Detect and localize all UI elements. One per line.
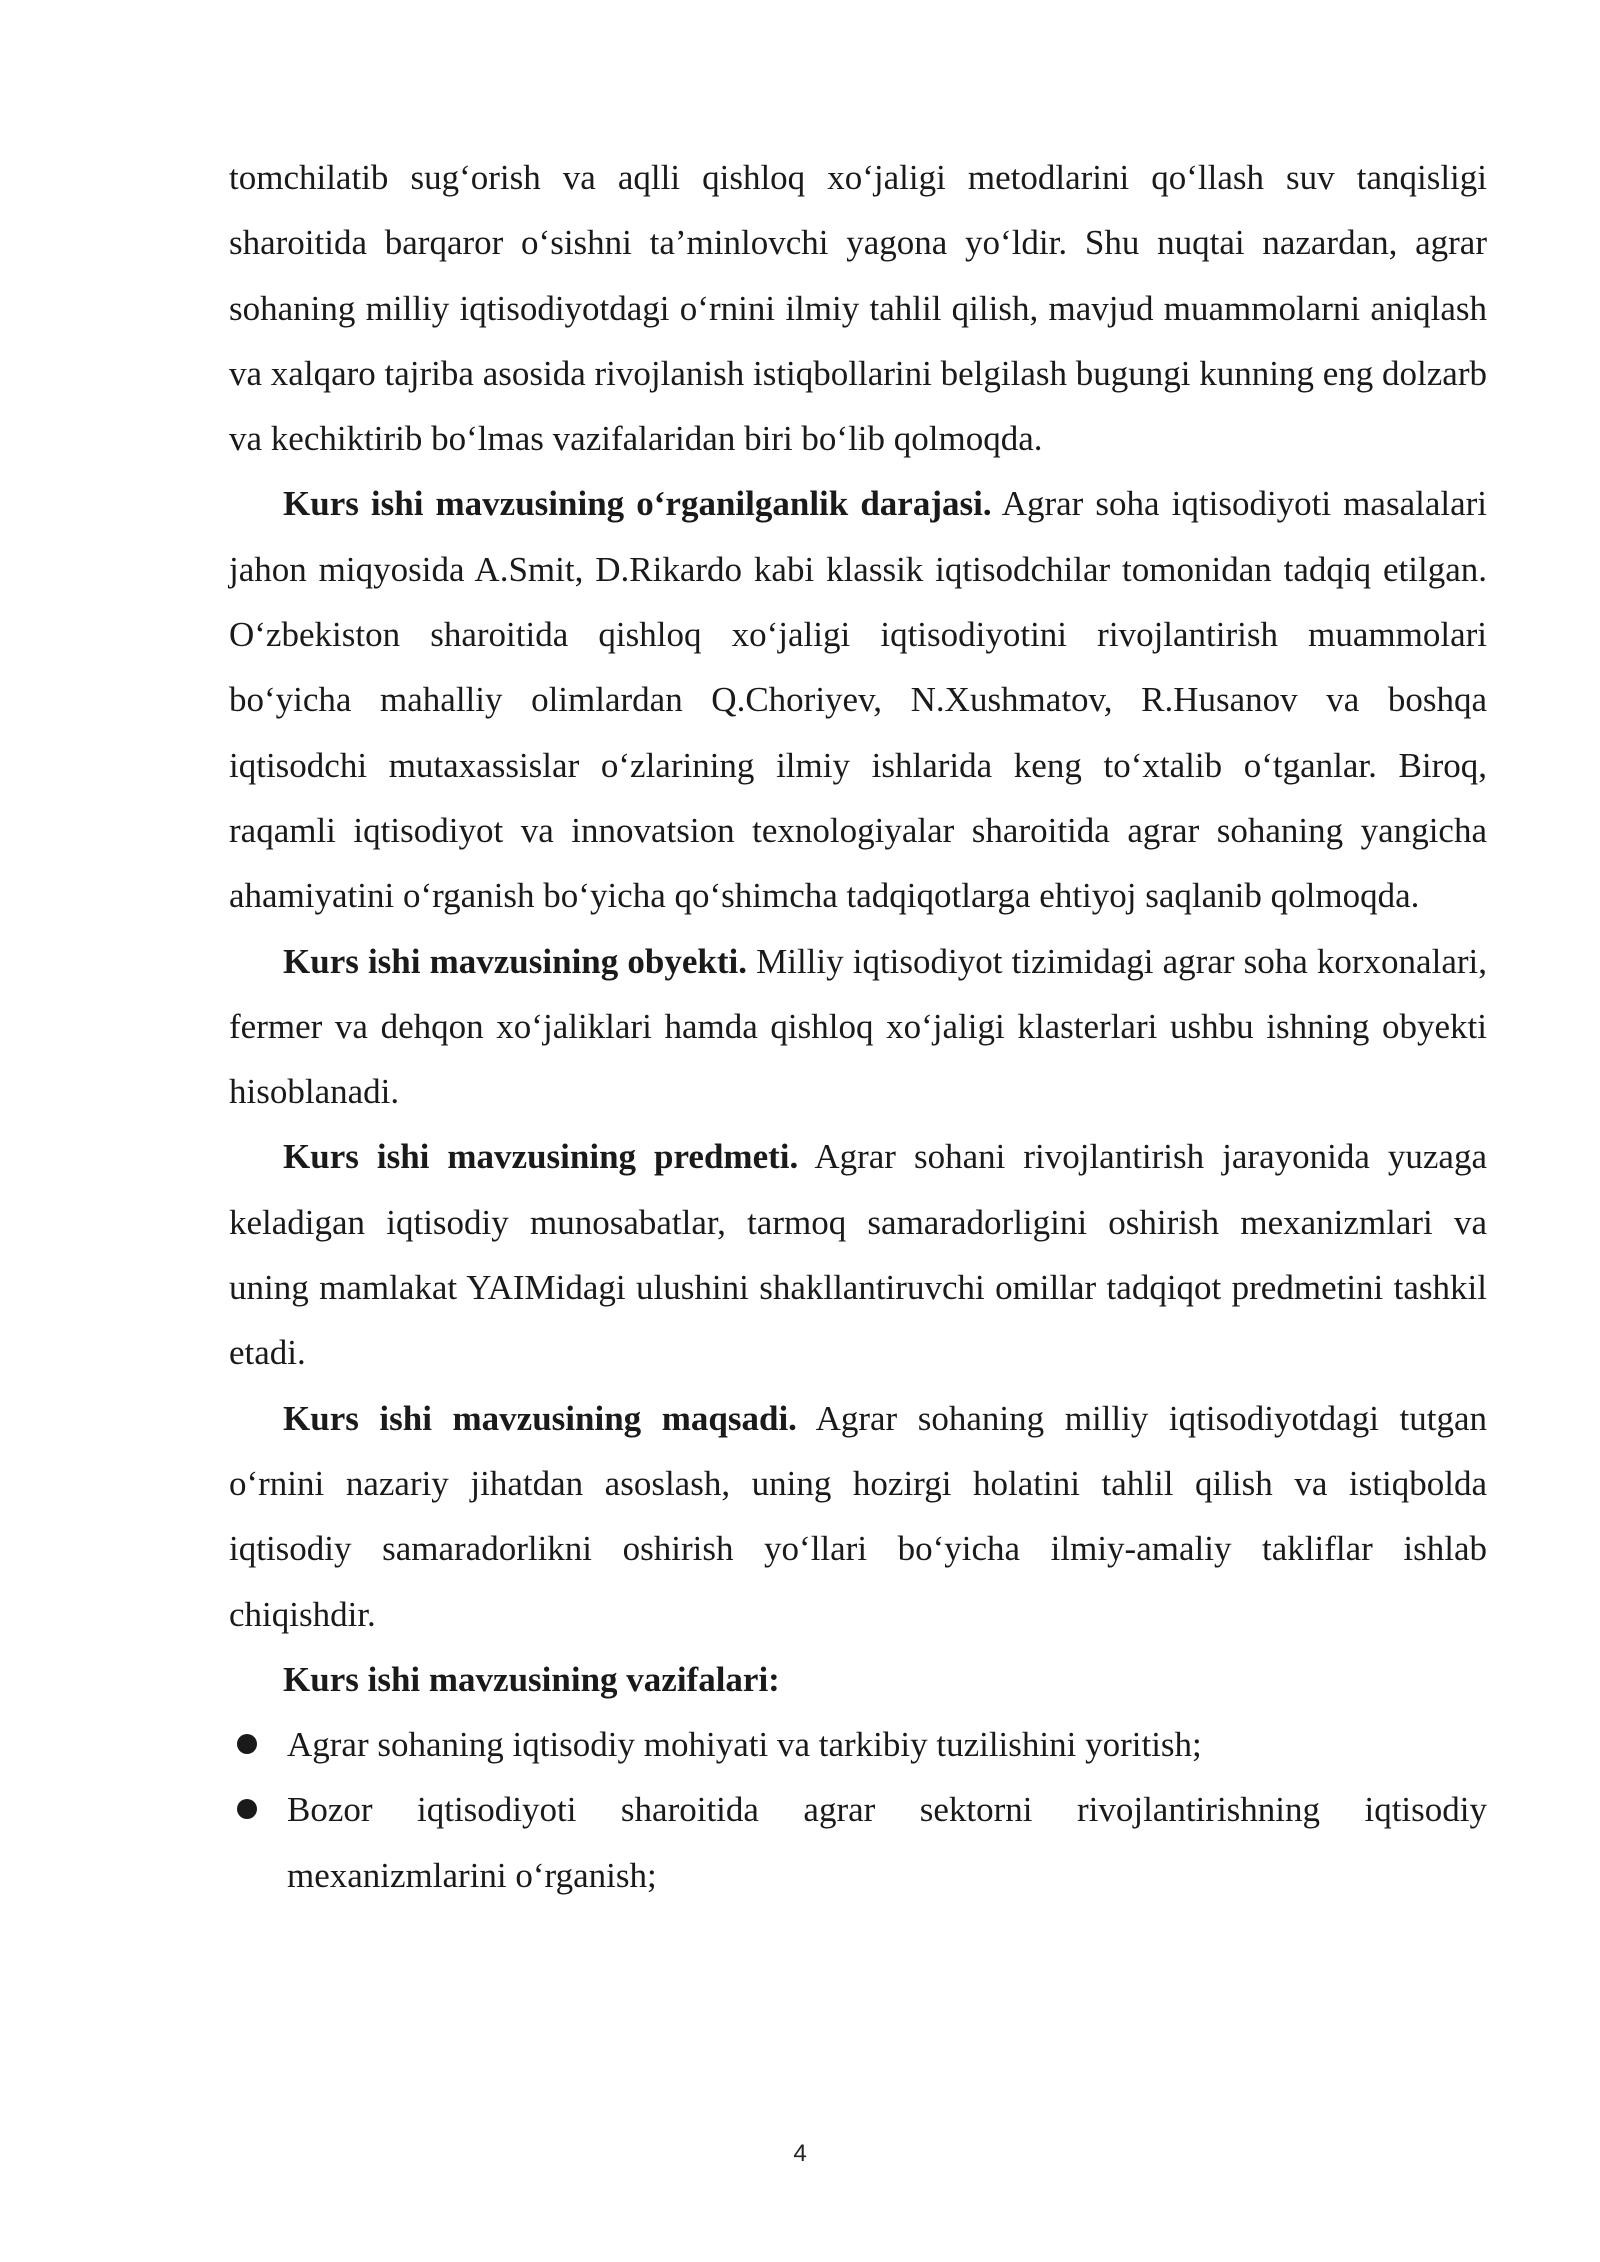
section-heading: Kurs ishi mavzusining predmeti. — [283, 1137, 799, 1177]
section-studied-level — [229, 471, 1487, 928]
task-text: Agrar sohaning iqtisodiy mohiyati va tarkibiy tuzilishini yoritish; — [287, 1725, 1202, 1765]
section-goal — [229, 1386, 1487, 1647]
document-page — [229, 145, 1487, 1908]
task-text: Bozor iqtisodiyoti sharoitida agrar sektorni rivojlantirishning iqtisodiy mexanizmlarini o‘rganish; — [287, 1790, 1487, 1895]
section-heading: Kurs ishi mavzusining o‘rganilganlik darajasi. — [283, 484, 992, 524]
bullet-icon — [237, 1734, 257, 1754]
section-text: Milliy iqtisodiyot tizimidagi agrar soha korxonalari, fermer va dehqon xo‘jaliklari hamda qishloq xo‘jaligi klasterlari ushbu ishning obyekti hisoblanadi. — [229, 941, 1487, 1112]
tasks-heading: Kurs ishi mavzusining vazifalari: — [283, 1659, 780, 1699]
section-object — [229, 929, 1487, 1125]
tasks-list — [229, 1712, 1487, 1908]
section-text: Agrar sohaning milliy iqtisodiyotdagi tutgan o‘rnini nazariy jihatdan asoslash, uning hozirgi holatini tahlil qilish va istiqbolda iqtisodiy samaradorlikni oshirish yo‘llari bo‘yicha ilmiy-amaliy takliflar ishlab chiqishdir. — [229, 1398, 1487, 1634]
intro-paragraph — [229, 145, 1487, 471]
page-number: 4 — [793, 2140, 807, 2167]
bullet-icon — [237, 1799, 257, 1819]
intro-paragraph-text: tomchilatib sug‘orish va aqlli qishloq xo‘jaligi metodlarini qo‘llash suv tanqisligi sharoitida barqaror o‘sishni ta’minlovchi yagona yo‘ldir. Shu nuqtai nazardan, agrar sohaning milliy iqtisodiyotdagi o‘rnini ilmiy tahlil qilish, mavjud muammolarni aniqlash va xalqaro tajriba asosida rivojlanish istiqbollarini belgilash bugungi kunning eng dolzarb va kechiktirib bo‘lmas vazifalaridan biri bo‘lib qolmoqda. — [229, 158, 1487, 459]
section-heading: Kurs ishi mavzusining maqsadi. — [283, 1398, 797, 1438]
list-item — [229, 1712, 1487, 1777]
section-subject — [229, 1124, 1487, 1385]
section-text: Agrar soha iqtisodiyoti masalalari jahon miqyosida A.Smit, D.Rikardo kabi klassik iqtisodchilar tomonidan tadqiq etilgan. O‘zbekiston sharoitida qishloq xo‘jaligi iqtisodiyotini rivojlantirish muammolari bo‘yicha mahalliy olimlardan Q.Choriyev, N.Xushmatov, R.Husanov va boshqa iqtisodchi mutaxassislar o‘zlarining ilmiy ishlarida keng to‘xtalib o‘tganlar. Biroq, raqamli iqtisodiyot va innovatsion texnologiyalar sharoitida agrar sohaning yangicha ahamiyatini o‘rganish bo‘yicha qo‘shimcha tadqiqotlarga ehtiyoj saqlanib qolmoqda. — [229, 484, 1487, 916]
section-heading: Kurs ishi mavzusining obyekti. — [283, 941, 747, 981]
section-text: Agrar sohani rivojlantirish jarayonida yuzaga keladigan iqtisodiy munosabatlar, tarmoq samaradorligini oshirish mexanizmlari va uning mamlakat YAIMidagi ulushini shakllantiruvchi omillar tadqiqot predmetini tashkil etadi. — [229, 1137, 1487, 1373]
list-item — [229, 1777, 1487, 1908]
